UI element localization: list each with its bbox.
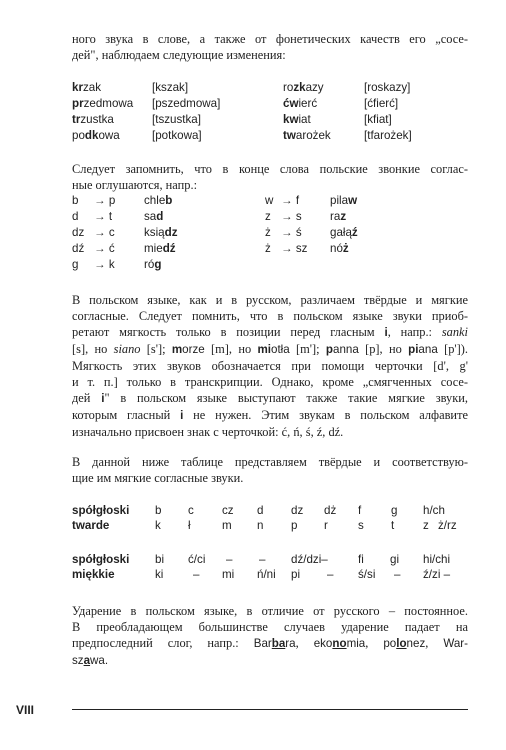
consonant: ż/rz: [438, 519, 457, 532]
soft-line: [s], но siano [s']; morze [m], но miotła [m']; panna [p], но piana [p']).: [72, 342, 468, 356]
consonant: k: [155, 519, 161, 532]
example-word: róg: [144, 258, 162, 271]
consonant: pi: [291, 568, 301, 581]
devoiced-letter: → c: [94, 226, 115, 239]
devoiced-letter: → t: [94, 210, 113, 223]
consonant: dź/dzi–: [291, 553, 328, 566]
consonant: n: [257, 519, 264, 532]
devoiced-letter: → ś: [281, 226, 302, 239]
changes-word: podkowa: [72, 129, 120, 142]
intro-line-1: ного звука в слове, а также от фонетических качеств его „сосе-: [72, 32, 468, 46]
table-intro-line-2: щие им мягкие согласные звуки.: [72, 471, 244, 485]
example-word: ksiądz: [144, 226, 178, 239]
changes-transcription: [kfiat]: [364, 113, 392, 126]
consonant: –: [327, 568, 334, 581]
voiced-letter: g: [72, 258, 79, 271]
consonant: –: [226, 553, 233, 566]
table-label: spółgłoski: [72, 504, 130, 517]
devoicing-table: [72, 194, 468, 278]
table-label: spółgłoski: [72, 553, 130, 566]
example-word: nóż: [330, 242, 349, 255]
consonant: z: [423, 519, 429, 532]
soft-line: дей i" в польском языке выступают также такие мягкие звуки,: [72, 391, 468, 405]
voiced-letter: b: [72, 194, 79, 207]
consonant: ń/ni: [257, 568, 276, 581]
consonant: c: [188, 504, 194, 517]
consonant: h/ch: [423, 504, 445, 517]
example-word: gałąź: [330, 226, 358, 239]
consonant: dz: [291, 504, 304, 517]
page-number: VIII: [16, 703, 35, 717]
soft-line: изначально присвоен знак с черточкой: ć, ń, ś, ź, dź.: [72, 425, 344, 439]
changes-transcription: [tfarożek]: [364, 129, 412, 142]
changes-transcription: [roskazy]: [364, 81, 411, 94]
consonant: ś/si: [358, 568, 376, 581]
soft-line: В польском языке, как и в русском, различаем твёрдые и мягкие: [72, 293, 468, 307]
voiced-letter: w: [265, 194, 274, 207]
consonant: d: [257, 504, 264, 517]
example-word: chleb: [144, 194, 173, 207]
consonant: dż: [324, 504, 337, 517]
soft-consonants-paragraph: [72, 292, 468, 440]
consonant: –: [259, 553, 266, 566]
voiced-letter: ż: [265, 242, 271, 255]
changes-word: przedmowa: [72, 97, 134, 110]
devoiced-letter: → f: [281, 194, 300, 207]
consonant: s: [358, 519, 364, 532]
voiced-letter: dź: [72, 242, 85, 255]
intro-paragraph: [72, 31, 468, 63]
consonant: fi: [358, 553, 364, 566]
voiced-letter: ż: [265, 226, 271, 239]
changes-word: rozkazy: [283, 81, 324, 94]
consonant: m: [222, 519, 232, 532]
consonant: p: [291, 519, 298, 532]
consonant: t: [391, 519, 395, 532]
soft-line: которым гласный i не нужен. Этим звукам в польском алфавите: [72, 408, 468, 422]
example-word: raz: [330, 210, 347, 223]
voiced-letter: z: [265, 210, 271, 223]
soft-line: Мягкость этих звуков обозначается при помощи черточки [d', g': [72, 359, 468, 373]
table-label: miękkie: [72, 568, 115, 581]
soft-consonants-table: [72, 553, 468, 587]
devoiced-letter: → sz: [281, 242, 308, 255]
stress-line: предпоследний слог, напр.: Barbara, ekonomia, polonez, War-: [72, 636, 469, 650]
consonant: –: [394, 568, 401, 581]
voiced-letter: dz: [72, 226, 85, 239]
table-intro: [72, 454, 468, 486]
consonant: b: [155, 504, 162, 517]
devoicing-intro-line-1: Следует запомнить, что в конце слова польские звонкие соглас-: [72, 162, 468, 176]
devoicing-intro: [72, 161, 468, 193]
changes-word: ćwierć: [283, 97, 318, 110]
consonant: ki: [155, 568, 164, 581]
hard-consonants-table: [72, 504, 468, 538]
changes-table: [72, 81, 468, 151]
stress-line: Ударение в польском языке, в отличие от русского – постоянное.: [72, 604, 468, 618]
example-word: sad: [144, 210, 164, 223]
consonant: ć/ci: [188, 553, 206, 566]
devoicing-intro-line-2: ные оглушаются, напр.:: [72, 178, 198, 192]
changes-transcription: [potkowa]: [152, 129, 202, 142]
stress-line: В преобладающем большинстве случаев ударение падает на: [72, 620, 468, 634]
consonant: cz: [222, 504, 234, 517]
stress-paragraph: [72, 603, 468, 669]
footer-rule: [72, 709, 468, 710]
consonant: ź/zi –: [423, 568, 451, 581]
consonant: mi: [222, 568, 235, 581]
changes-word: kwiat: [283, 113, 311, 126]
intro-line-2: дей", наблюдаем следующие изменения:: [72, 48, 286, 62]
changes-transcription: [tszustka]: [152, 113, 201, 126]
changes-transcription: [kszak]: [152, 81, 189, 94]
consonant: bi: [155, 553, 165, 566]
changes-transcription: [pszedmowa]: [152, 97, 221, 110]
table-label: twarde: [72, 519, 110, 532]
devoiced-letter: → s: [281, 210, 302, 223]
devoiced-letter: → k: [94, 258, 115, 271]
example-word: pilaw: [330, 194, 358, 207]
stress-line: szawa.: [72, 654, 109, 667]
consonant: r: [324, 519, 328, 532]
changes-transcription: [ćfierć]: [364, 97, 399, 110]
changes-word: krzak: [72, 81, 102, 94]
table-intro-line-1: В данной ниже таблице представляем твёрдые и соответствую-: [72, 455, 468, 469]
soft-line: и т. п.] только в транскрипции. Однако, кроме „смягченных сосе-: [72, 375, 468, 389]
consonant: hi/chi: [423, 553, 451, 566]
consonant: ł: [188, 519, 191, 532]
consonant: f: [358, 504, 362, 517]
soft-line: ретают мягкость только в позиции перед гласным i, напр.: sanki: [72, 325, 468, 339]
voiced-letter: d: [72, 210, 79, 223]
consonant: –: [193, 568, 200, 581]
changes-word: trzustka: [72, 113, 114, 126]
consonant: g: [391, 504, 398, 517]
changes-word: twarożek: [283, 129, 331, 142]
example-word: miedź: [144, 242, 176, 255]
soft-line: согласные. Следует помнить, что в польском языке звуки приоб-: [72, 309, 468, 323]
consonant: gi: [390, 553, 400, 566]
devoiced-letter: → p: [94, 194, 116, 207]
devoiced-letter: → ć: [94, 242, 115, 255]
